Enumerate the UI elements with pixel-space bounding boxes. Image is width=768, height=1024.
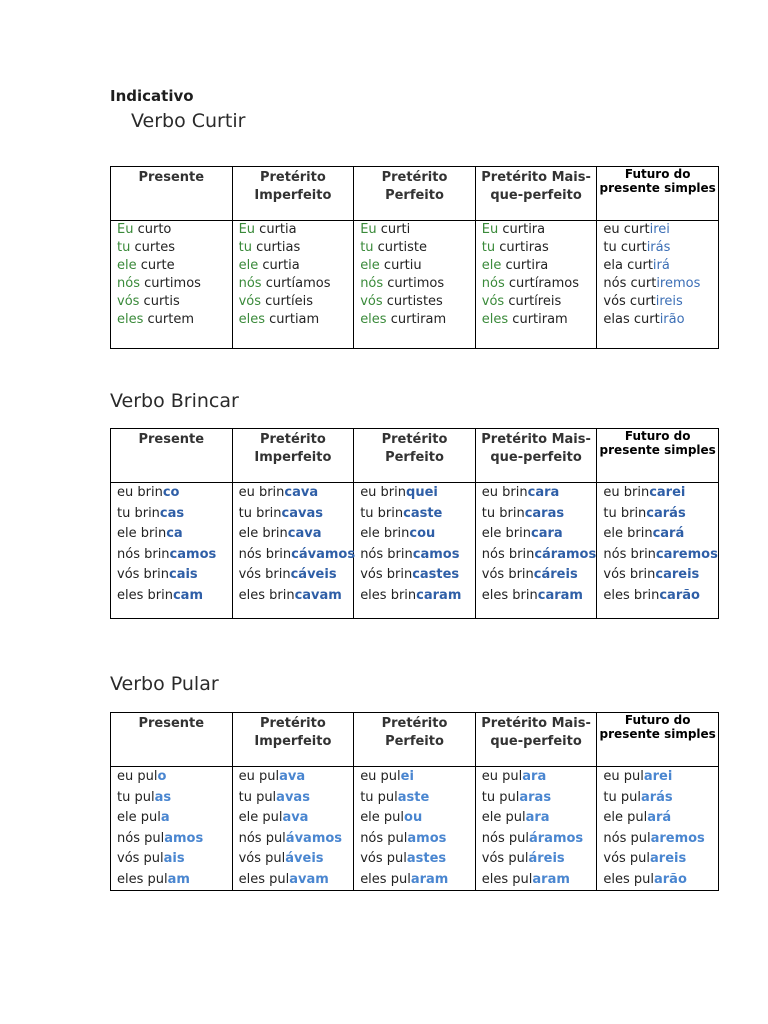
conjugation-line: eles pulavam [238, 871, 329, 887]
conjugation-line: eles brincarão [603, 587, 700, 603]
conjugation-line: tu brincaras [481, 505, 565, 521]
header-presente: Presente [111, 429, 233, 483]
conjugation-table-pular [110, 712, 719, 891]
cell-column [354, 767, 476, 891]
conjugation-line: nós pulamos [117, 830, 204, 846]
conjugation-line: eles pulam [117, 871, 190, 887]
header-preterito-mais-que-perfeito: Pretérito Mais-que-perfeito [475, 429, 597, 483]
conjugation-line: eu curtirei [603, 222, 670, 237]
conjugation-line: ele pulava [238, 810, 309, 825]
conjugation-line: eles pularam [360, 871, 449, 887]
conjugation-line: vós pulareis [603, 851, 687, 866]
conjugation-line: vós curtistes [360, 294, 443, 309]
conjugation-line: eles brincaram [481, 587, 583, 603]
cell-column [111, 483, 233, 619]
conjugation-line: ele pula [117, 810, 170, 825]
conjugation-line: nós brincáramos [481, 546, 597, 562]
conjugation-line: ele pulou [360, 810, 423, 825]
conjugation-line: ele brincara [481, 526, 563, 541]
conjugation-line: eles brincavam [238, 587, 342, 603]
header-preterito-perfeito: Pretérito Perfeito [354, 167, 476, 221]
conjugation-line: ele brinca [117, 526, 183, 541]
conjugation-line: nós pulávamos [238, 830, 343, 846]
conjugation-line: ele pulará [603, 810, 672, 825]
cell-column [232, 483, 354, 619]
conjugation-line: vós brincáveis [238, 567, 337, 582]
conjugation-line: Eu curti [360, 222, 411, 237]
conjugation-line: ele brincará [603, 526, 685, 541]
conjugation-line: tu brincas [117, 505, 185, 521]
conjugation-line: tu curtias [238, 240, 301, 255]
conjugation-line: Eu curtira [481, 222, 546, 237]
conjugation-line: eles brincam [117, 587, 203, 603]
conjugation-line: eles brincaram [360, 587, 462, 603]
conjugation-line: vós puláveis [238, 851, 324, 866]
conjugation-line: nós brincamos [360, 546, 460, 562]
conjugation-line: nós brincamos [117, 546, 217, 562]
conjugation-line: ele pulara [481, 810, 550, 825]
conjugation-line: eles curtiam [238, 312, 320, 327]
conjugation-line: tu pularas [481, 789, 552, 805]
conjugation-line: tu pularás [603, 789, 673, 805]
conjugation-line: eu pulei [360, 769, 414, 784]
conjugation-line: vós curtis [117, 294, 180, 309]
conjugation-line: nós curtimos [117, 276, 201, 291]
conjugation-line: tu brincarás [603, 505, 686, 521]
conjugation-table-brincar [110, 428, 719, 619]
conjugation-line: eles curtem [117, 312, 195, 327]
conjugation-line: tu brincaste [360, 505, 443, 521]
conjugation-line: ele brincava [238, 526, 322, 541]
header-preterito-perfeito: Pretérito Perfeito [354, 713, 476, 767]
conjugation-line: tu brincavas [238, 505, 323, 521]
conjugation-line: eu brincara [481, 485, 560, 500]
cell-column [597, 483, 719, 619]
conjugation-line: eu pulo [117, 769, 167, 784]
header-futuro-presente: Futuro do presente simples [597, 167, 719, 221]
conjugation-line: eu brincava [238, 485, 319, 500]
conjugation-line: vós curtíreis [481, 294, 562, 309]
conjugation-line: Eu curto [117, 222, 172, 237]
conjugation-line: ele brincou [360, 526, 436, 541]
conjugation-line: nós curtimos [360, 276, 445, 291]
conjugation-line: eles pularam [481, 871, 570, 887]
conjugation-line: nós curtiremos [603, 276, 701, 291]
conjugation-line: tu pulas [117, 789, 172, 805]
cell-column [597, 221, 719, 349]
header-preterito-mais-que-perfeito: Pretérito Mais-que-perfeito [475, 167, 597, 221]
cell-column [475, 767, 597, 891]
conjugation-line: nós pulamos [360, 830, 447, 846]
conjugation-line: tu curtes [117, 240, 176, 255]
conjugation-line: vós brincastes [360, 567, 460, 582]
conjugation-line: eles curtiram [360, 312, 447, 327]
conjugation-line: eu pulara [481, 769, 547, 784]
cell-column [475, 483, 597, 619]
conjugation-line: vós pulastes [360, 851, 447, 866]
conjugation-line: ela curtirá [603, 258, 670, 273]
cell-column [354, 221, 476, 349]
conjugation-table-curtir [110, 166, 719, 349]
conjugation-line: tu curtiras [481, 240, 549, 255]
header-futuro-presente: Futuro do presente simples [597, 429, 719, 483]
conjugation-line: ele curtiu [360, 258, 422, 273]
conjugation-line: eu brinco [117, 485, 180, 500]
conjugation-line: vós puláreis [481, 851, 565, 866]
header-preterito-mais-que-perfeito: Pretérito Mais-que-perfeito [475, 713, 597, 767]
conjugation-line: nós puláramos [481, 830, 584, 846]
conjugation-line: ele curtia [238, 258, 300, 273]
cell-column [232, 221, 354, 349]
conjugation-line: nós brincávamos [238, 546, 356, 562]
conjugation-line: eles curtiram [481, 312, 568, 327]
conjugation-line: eles pularão [603, 871, 687, 887]
cell-column [111, 767, 233, 891]
header-presente: Presente [111, 713, 233, 767]
conjugation-line: tu pulaste [360, 789, 430, 805]
conjugation-line: eu brinquei [360, 485, 438, 500]
conjugation-line: nós curtíamos [238, 276, 331, 291]
cell-column [597, 767, 719, 891]
conjugation-line: eu pularei [603, 769, 673, 784]
header-preterito-imperfeito: Pretérito Imperfeito [232, 167, 354, 221]
conjugation-line: Eu curtia [238, 222, 297, 237]
conjugation-line: elas curtirão [603, 312, 685, 327]
conjugation-line: eu brincarei [603, 485, 686, 500]
conjugation-line: vós curtíeis [238, 294, 313, 309]
conjugation-line: tu curtiste [360, 240, 427, 255]
conjugation-line: vós brincáreis [481, 567, 578, 582]
conjugation-line: eu pulava [238, 769, 306, 784]
cell-column [475, 221, 597, 349]
verb-title-curtir: Verbo Curtir [131, 110, 246, 132]
conjugation-line: tu curtirás [603, 240, 671, 255]
cell-column [232, 767, 354, 891]
header-preterito-imperfeito: Pretérito Imperfeito [232, 713, 354, 767]
header-preterito-imperfeito: Pretérito Imperfeito [232, 429, 354, 483]
conjugation-line: nós brincaremos [603, 546, 718, 562]
verb-title-brincar: Verbo Brincar [110, 390, 239, 412]
conjugation-line: ele curte [117, 258, 175, 273]
header-preterito-perfeito: Pretérito Perfeito [354, 429, 476, 483]
page-heading: Indicativo [110, 87, 194, 105]
conjugation-line: ele curtira [481, 258, 549, 273]
conjugation-line: vós curtireis [603, 294, 683, 309]
header-presente: Presente [111, 167, 233, 221]
conjugation-line: tu pulavas [238, 789, 310, 805]
cell-column [111, 221, 233, 349]
conjugation-line: vós brincais [117, 567, 198, 582]
cell-column [354, 483, 476, 619]
conjugation-line: nós curtíramos [481, 276, 580, 291]
verb-title-pular: Verbo Pular [110, 673, 219, 695]
conjugation-line: vós pulais [117, 851, 185, 866]
header-futuro-presente: Futuro do presente simples [597, 713, 719, 767]
conjugation-line: nós pularemos [603, 830, 705, 846]
conjugation-line: vós brincareis [603, 567, 700, 582]
